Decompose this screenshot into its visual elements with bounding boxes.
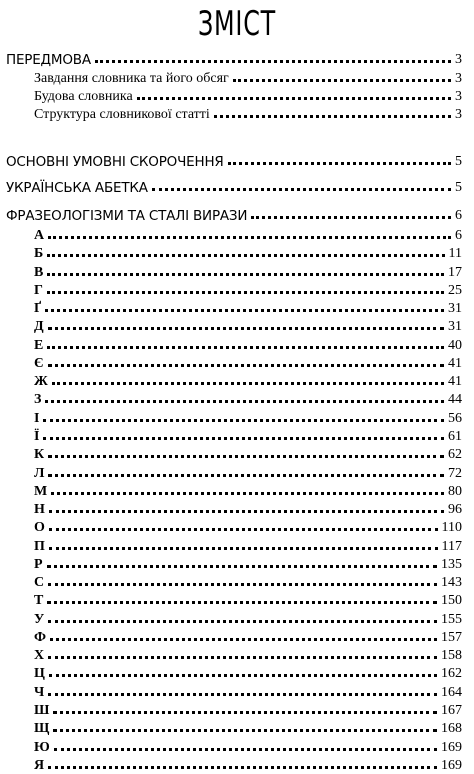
toc-letter-page: 168 — [437, 721, 462, 737]
dot-leader — [152, 174, 451, 191]
toc-letter-label: Я — [34, 758, 48, 774]
dot-leader — [45, 295, 444, 312]
toc-subentry-label: Завдання словника та його обсяг — [34, 71, 233, 87]
dot-leader — [48, 606, 437, 623]
toc-letter-label: Ґ — [34, 301, 45, 317]
toc-letter-page: 167 — [437, 703, 462, 719]
toc-entry-page: 3 — [451, 52, 462, 68]
dot-leader — [50, 624, 437, 641]
toc-letter-label: Т — [34, 593, 47, 609]
toc-letter-page: 164 — [437, 685, 462, 701]
dot-leader — [47, 332, 444, 349]
toc-letter-page: 17 — [444, 265, 462, 281]
toc-letter-page: 31 — [444, 319, 462, 335]
toc-letter-label: Ц — [34, 666, 49, 682]
toc-letter-label: З — [34, 392, 45, 408]
toc-letter-page: 44 — [444, 392, 462, 408]
dot-leader — [49, 496, 444, 513]
toc-letter-label: О — [34, 520, 49, 536]
dot-leader — [48, 752, 437, 769]
toc-letter-label: К — [34, 447, 48, 463]
toc-letter-label: С — [34, 575, 48, 591]
toc-letter-label: А — [34, 228, 48, 244]
toc-letter-page: 6 — [451, 228, 462, 244]
dot-leader — [54, 734, 437, 751]
toc-letter-label: Є — [34, 356, 48, 372]
toc-letter-label: Л — [34, 466, 48, 482]
toc-letter-page: 96 — [444, 502, 462, 518]
toc-letter-label: В — [34, 265, 47, 281]
toc-letter-page: 169 — [437, 758, 462, 774]
toc-entry-label: УКРАЇНСЬКА АБЕТКА — [6, 180, 152, 196]
dot-leader — [48, 441, 444, 458]
dot-leader — [47, 240, 444, 257]
toc-letter-page: 56 — [444, 411, 462, 427]
toc-letter-page: 72 — [444, 466, 462, 482]
toc-letter-page: 162 — [437, 666, 462, 682]
toc-letter-label: Ч — [34, 685, 48, 701]
toc-letter-label: Ю — [34, 740, 54, 756]
dot-leader — [47, 587, 437, 604]
toc-entry-label: ПЕРЕДМОВА — [6, 52, 95, 68]
toc-letter-page: 150 — [437, 593, 462, 609]
dot-leader — [49, 660, 437, 677]
dot-leader — [52, 368, 444, 385]
toc-letter-page: 143 — [437, 575, 462, 591]
toc-subentry-page: 3 — [451, 71, 462, 87]
toc-letter-page: 135 — [437, 557, 462, 573]
dot-leader — [45, 386, 444, 403]
dot-leader — [47, 277, 444, 294]
toc-letter-label: Б — [34, 246, 47, 262]
toc-letter-page: 41 — [444, 356, 462, 372]
toc-letter-label: Ж — [34, 374, 52, 390]
toc-letter-label: Г — [34, 283, 47, 299]
dot-leader — [48, 350, 445, 367]
toc-letter-page: 80 — [444, 484, 462, 500]
toc-entry-page: 5 — [451, 180, 462, 196]
dot-leader — [51, 478, 444, 495]
dot-leader — [48, 569, 437, 586]
toc-letter-label: Н — [34, 502, 49, 518]
toc-letter-page: 41 — [444, 374, 462, 390]
toc-subentry-label: Структура словникової статті — [34, 107, 214, 123]
toc-letter-label: Ш — [34, 703, 53, 719]
page-title: ЗМІСТ — [197, 4, 277, 44]
dot-leader — [48, 222, 451, 239]
toc-entry-page: 5 — [451, 154, 462, 170]
dot-leader — [43, 423, 444, 440]
toc-letter-label: Щ — [34, 721, 53, 737]
toc-letter-page: 158 — [437, 648, 462, 664]
dot-leader — [48, 642, 437, 659]
toc-letter-page: 117 — [438, 539, 462, 555]
toc-subentry[interactable] — [34, 103, 462, 123]
toc-letter-label: М — [34, 484, 51, 500]
toc-subentry-page: 3 — [451, 89, 462, 105]
toc-letter-page: 25 — [444, 283, 462, 299]
toc-letter-page: 157 — [437, 630, 462, 646]
toc-entry-phraseology[interactable] — [6, 204, 462, 224]
toc-letter-label: І — [34, 411, 43, 427]
toc-letter-label: Ї — [34, 429, 43, 445]
toc-letter-page: 31 — [444, 301, 462, 317]
toc-letter-label: Ф — [34, 630, 50, 646]
toc-entry-page: 6 — [451, 208, 462, 224]
toc-letter-label: Д — [34, 319, 48, 335]
dot-leader — [214, 101, 451, 118]
toc-letter-label: Х — [34, 648, 48, 664]
dot-leader — [43, 405, 444, 422]
dot-leader — [95, 46, 451, 63]
dot-leader — [47, 551, 437, 568]
toc-letter-page: 62 — [444, 447, 462, 463]
dot-leader — [48, 313, 444, 330]
toc-letter-page: 11 — [445, 246, 462, 262]
dot-leader — [49, 514, 438, 531]
dot-leader — [53, 715, 437, 732]
toc-letter-label: П — [34, 539, 49, 555]
dot-leader — [47, 259, 444, 276]
toc-letter-page: 169 — [437, 740, 462, 756]
toc-letter-page: 61 — [444, 429, 462, 445]
toc-entry-label: ФРАЗЕОЛОГІЗМИ ТА СТАЛІ ВИРАЗИ — [6, 208, 251, 224]
dot-leader — [48, 679, 437, 696]
toc-letter-entry[interactable] — [34, 754, 462, 774]
toc-subentry-page: 3 — [451, 107, 462, 123]
toc-letter-label: Е — [34, 338, 47, 354]
dot-leader — [233, 65, 451, 82]
toc-letter-label: Р — [34, 557, 47, 573]
dot-leader — [49, 533, 438, 550]
toc-entry-alphabet[interactable] — [6, 176, 462, 196]
toc-letter-page: 110 — [438, 520, 462, 536]
toc-subentry-label: Будова словника — [34, 89, 137, 105]
toc-letter-label: У — [34, 612, 48, 628]
toc-letter-page: 155 — [437, 612, 462, 628]
toc-entry-label: ОСНОВНІ УМОВНІ СКОРОЧЕННЯ — [6, 154, 228, 170]
dot-leader — [251, 202, 451, 219]
dot-leader — [48, 460, 444, 477]
toc-letter-page: 40 — [444, 338, 462, 354]
